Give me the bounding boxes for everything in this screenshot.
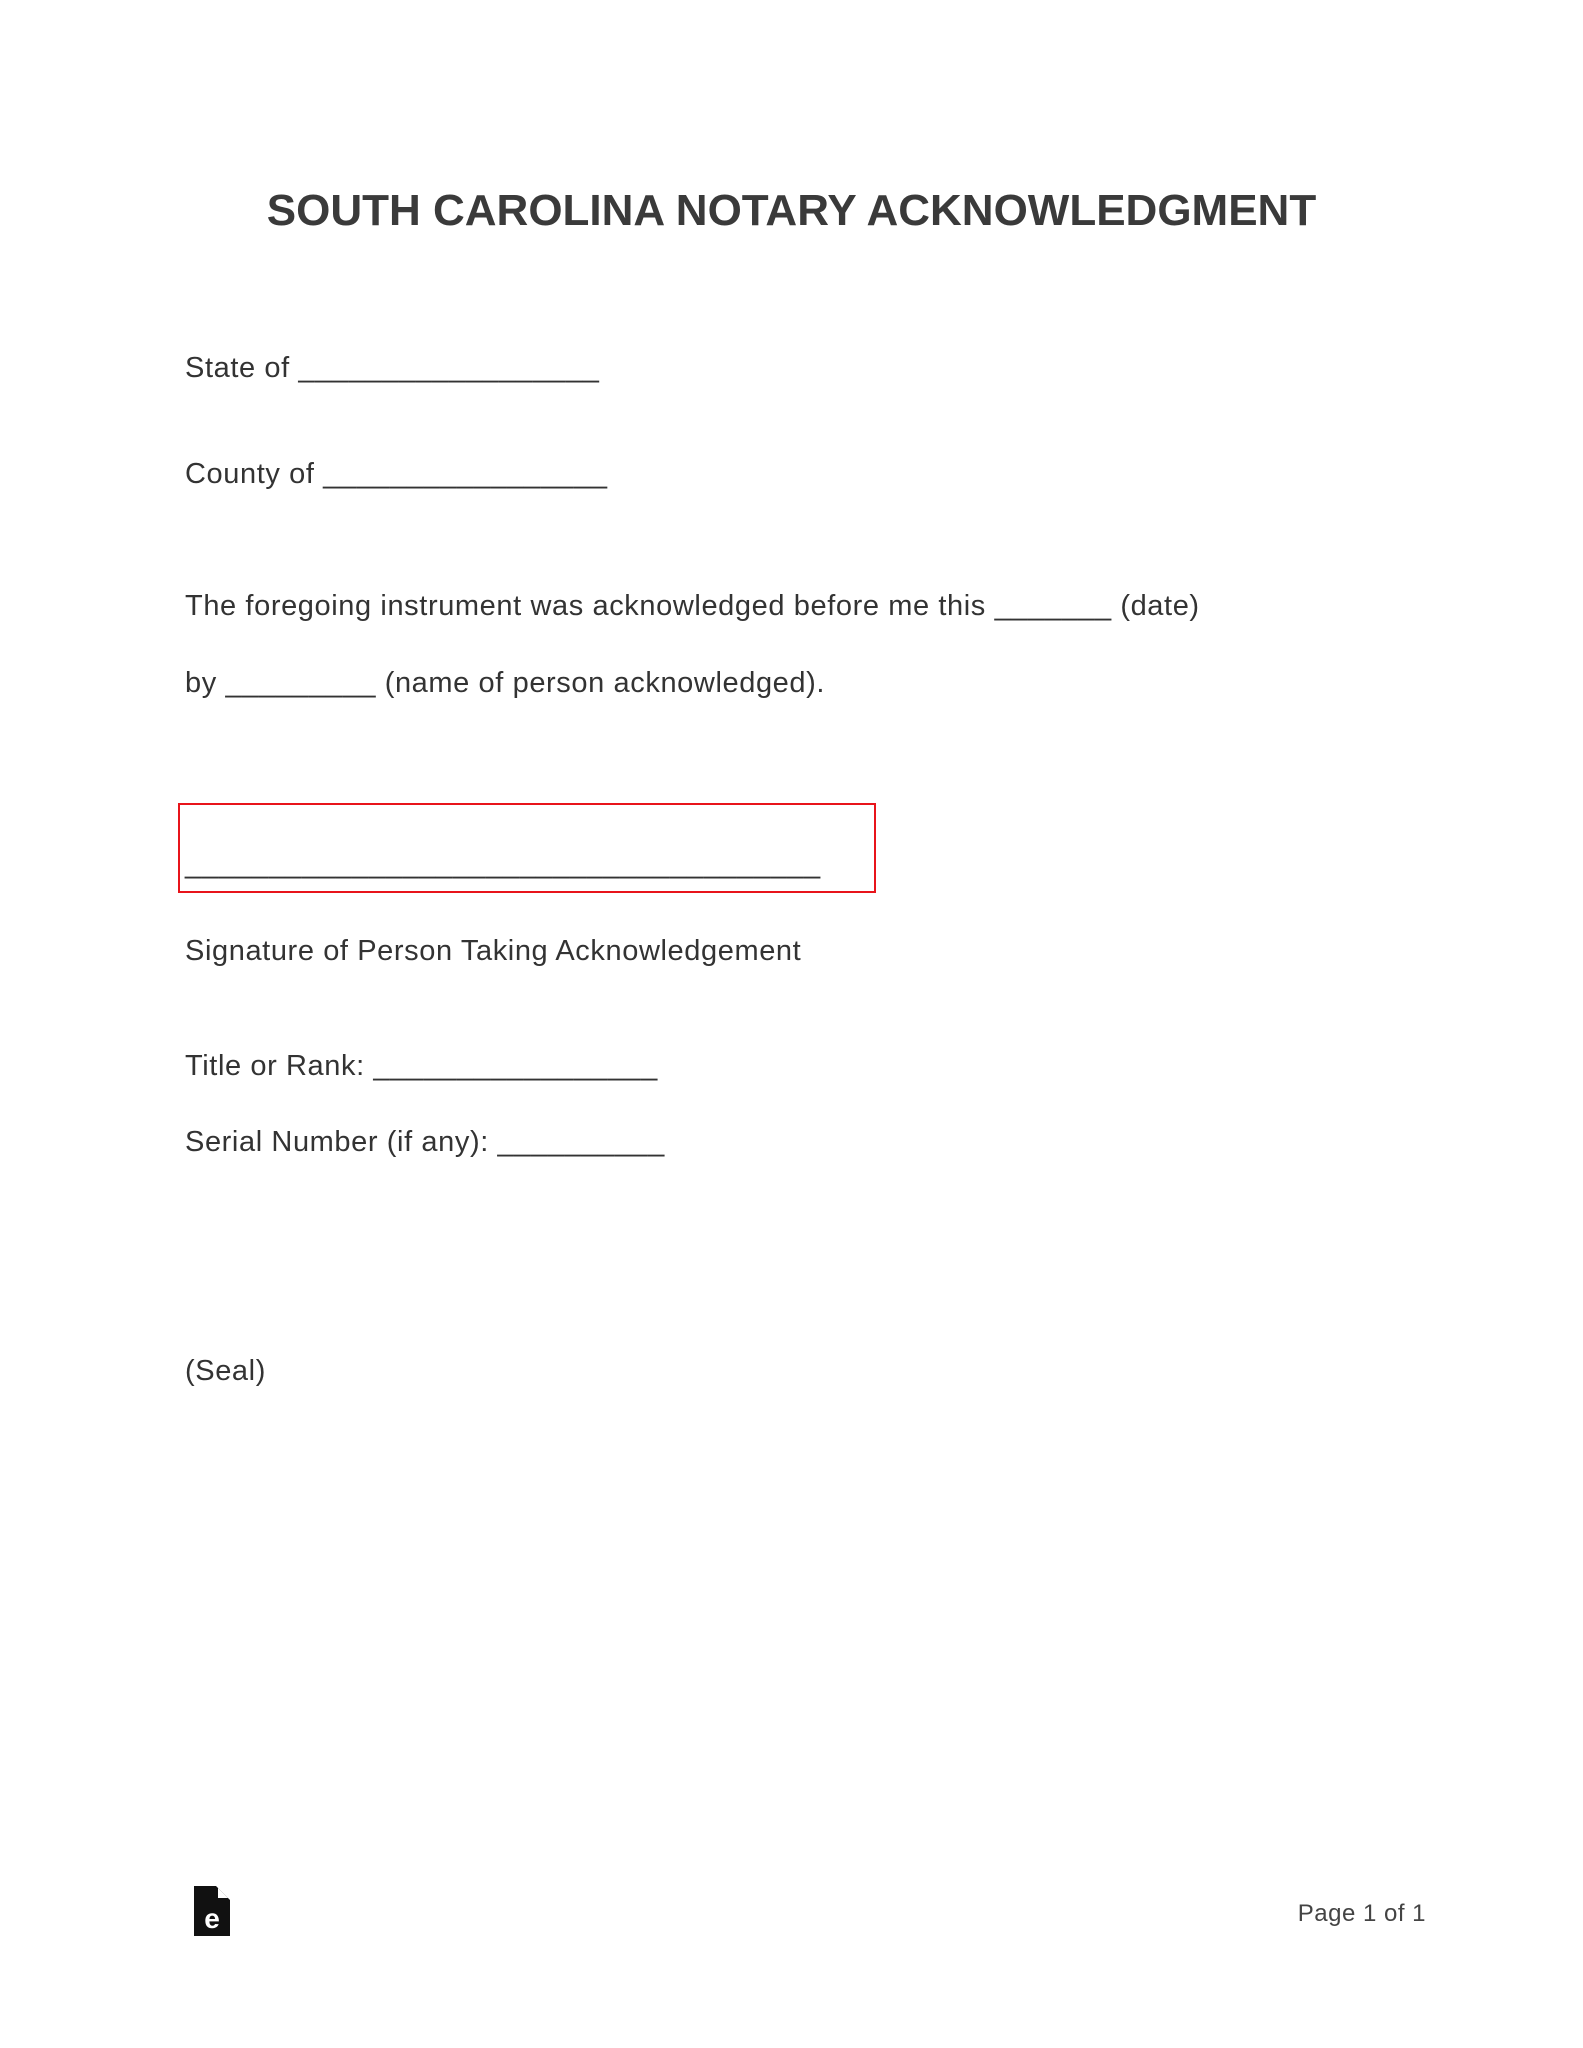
state-field[interactable]: State of __________________ <box>185 352 600 384</box>
document-title: SOUTH CAROLINA NOTARY ACKNOWLEDGMENT <box>266 186 1317 235</box>
serial-number-field[interactable]: Serial Number (if any): __________ <box>185 1126 665 1158</box>
title-rank-field[interactable]: Title or Rank: _________________ <box>185 1050 658 1082</box>
signature-label: Signature of Person Taking Acknowledgement <box>185 935 802 967</box>
seal-label: (Seal) <box>185 1355 266 1387</box>
county-field[interactable]: County of _________________ <box>185 458 608 490</box>
page-number: Page 1 of 1 <box>1297 1900 1426 1927</box>
eforms-logo-icon <box>194 1886 230 1936</box>
signature-line[interactable]: ______________________________________ <box>185 848 821 880</box>
acknowledgment-text-line1: The foregoing instrument was acknowledged before me this _______ (date) <box>185 590 1200 622</box>
svg-text:e: e <box>204 1903 220 1934</box>
acknowledgment-text-line2: by _________ (name of person acknowledged). <box>185 667 826 699</box>
